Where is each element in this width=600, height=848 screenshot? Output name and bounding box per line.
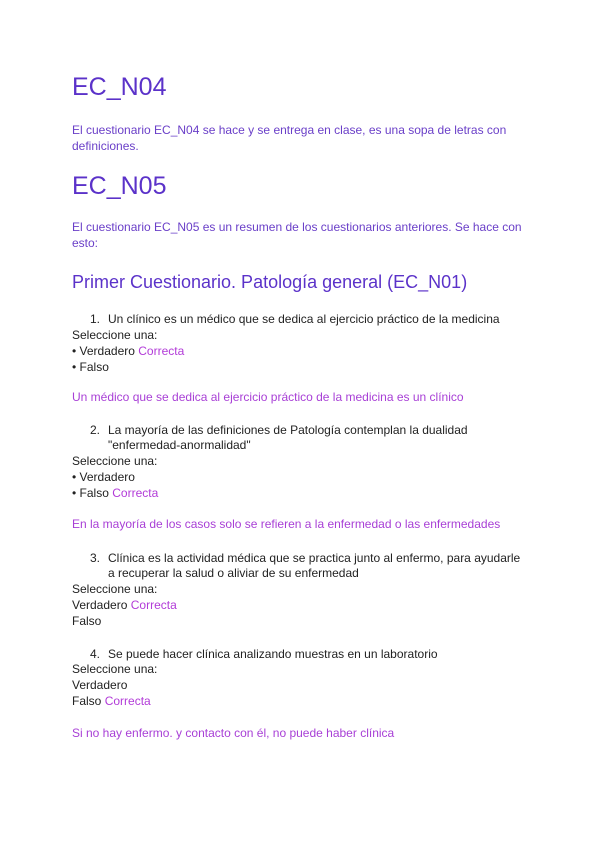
correct-mark: Correcta bbox=[138, 344, 185, 358]
section-heading-ec-n05: EC_N05 bbox=[72, 172, 167, 200]
correct-mark: Correcta bbox=[130, 598, 177, 612]
question-4-text bbox=[90, 646, 438, 662]
option-label: • Verdadero bbox=[72, 344, 135, 358]
option-label: • Falso bbox=[72, 360, 109, 374]
feedback-note: En la mayoría de los casos solo se refieren a la enfermedad o las enfermedades bbox=[72, 517, 501, 531]
question-number: 2. bbox=[90, 423, 101, 437]
select-prompt: Seleccione una: bbox=[72, 454, 158, 468]
option-verdadero[interactable] bbox=[72, 469, 135, 485]
question-2-text bbox=[90, 422, 468, 438]
option-label: • Verdadero bbox=[72, 470, 135, 484]
select-prompt: Seleccione una: bbox=[72, 662, 158, 676]
section-heading-ec-n04: EC_N04 bbox=[72, 73, 167, 101]
section-text-line: definiciones. bbox=[72, 139, 139, 153]
feedback-note: Si no hay enfermo. y contacto con él, no puede haber clínica bbox=[72, 726, 395, 740]
question-number: 3. bbox=[90, 551, 101, 565]
section-text-line: esto: bbox=[72, 236, 99, 250]
question-text: La mayoría de las definiciones de Patología contemplan la dualidad bbox=[108, 423, 468, 437]
question-text: Un clínico es un médico que se dedica al ejercicio práctico de la medicina bbox=[108, 312, 500, 326]
question-text: Se puede hacer clínica analizando muestras en un laboratorio bbox=[108, 647, 438, 661]
select-prompt: Seleccione una: bbox=[72, 582, 158, 596]
question-1-text bbox=[90, 311, 500, 327]
question-text-continued: "enfermedad-anormalidad" bbox=[108, 438, 251, 452]
option-falso[interactable] bbox=[72, 693, 151, 709]
question-number: 1. bbox=[90, 312, 101, 326]
option-label: Falso bbox=[72, 694, 102, 708]
question-number: 4. bbox=[90, 647, 101, 661]
select-prompt: Seleccione una: bbox=[72, 328, 158, 342]
option-falso[interactable] bbox=[72, 359, 109, 375]
option-verdadero[interactable] bbox=[72, 343, 184, 359]
option-label: • Falso bbox=[72, 486, 109, 500]
question-3-text bbox=[90, 550, 520, 566]
subheading: Primer Cuestionario. Patología general (EC_N01) bbox=[72, 272, 468, 292]
option-verdadero[interactable] bbox=[72, 597, 177, 613]
feedback-note: Un médico que se dedica al ejercicio práctico de la medicina es un clínico bbox=[72, 390, 464, 404]
option-falso[interactable] bbox=[72, 613, 101, 629]
correct-mark: Correcta bbox=[112, 486, 159, 500]
question-text: Clínica es la actividad médica que se practica junto al enfermo, para ayudarle bbox=[108, 551, 521, 565]
option-label: Verdadero bbox=[72, 598, 128, 612]
question-text-continued: a recuperar la salud o aliviar de su enfermedad bbox=[108, 566, 359, 580]
option-verdadero[interactable] bbox=[72, 677, 127, 693]
correct-mark: Correcta bbox=[104, 694, 151, 708]
option-label: Verdadero bbox=[72, 678, 128, 692]
option-falso[interactable] bbox=[72, 485, 158, 501]
option-label: Falso bbox=[72, 614, 102, 628]
section-text-line: El cuestionario EC_N05 es un resumen de los cuestionarios anteriores. Se hace con bbox=[72, 220, 522, 234]
section-text-line: El cuestionario EC_N04 se hace y se entrega en clase, es una sopa de letras con bbox=[72, 123, 507, 137]
